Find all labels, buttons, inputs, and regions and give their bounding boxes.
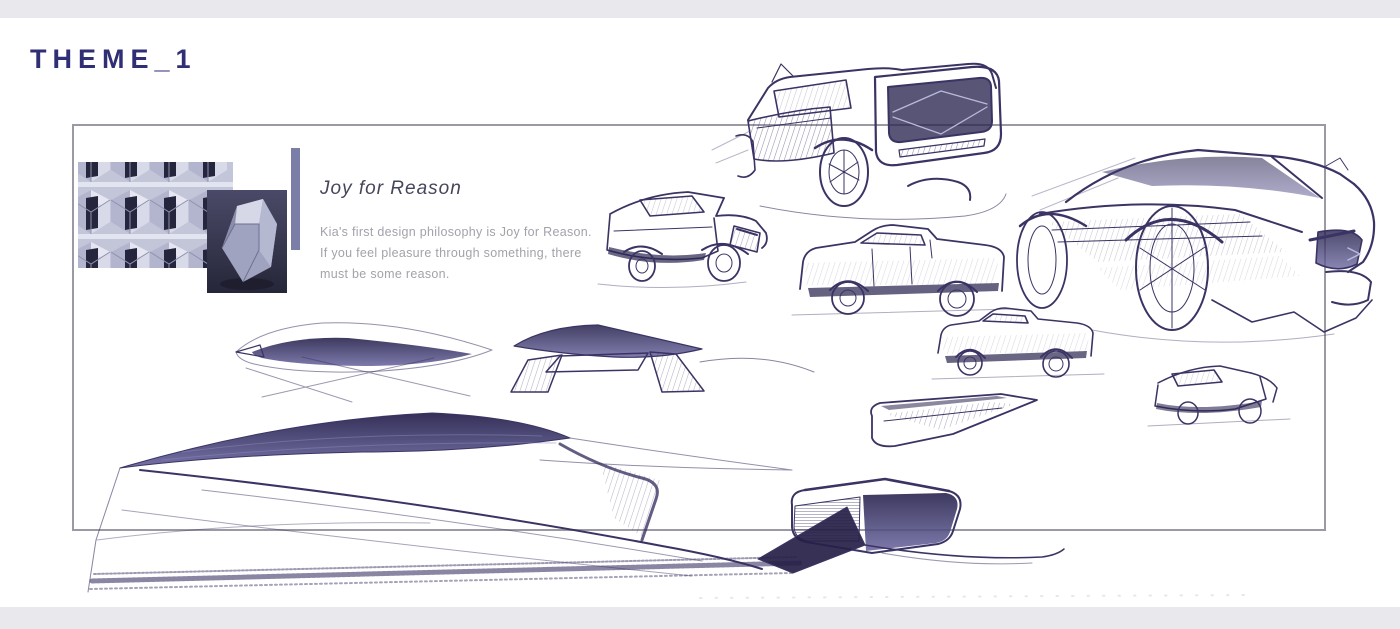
faint-pencil-marks — [700, 595, 1250, 598]
stone-reference-image — [207, 190, 287, 293]
bottom-band — [0, 607, 1400, 629]
section-heading: Joy for Reason — [320, 178, 462, 199]
body-line: Kia's first design philosophy is Joy for Reason. — [320, 225, 592, 239]
page-title: THEME_1 — [30, 44, 197, 74]
body-text — [320, 222, 592, 285]
accent-bar — [291, 148, 300, 250]
body-line: If you feel pleasure through something, there — [320, 246, 582, 260]
top-band — [0, 0, 1400, 18]
content-frame — [72, 124, 1326, 531]
body-line: must be some reason. — [320, 267, 450, 281]
stone-graphic — [207, 190, 287, 293]
